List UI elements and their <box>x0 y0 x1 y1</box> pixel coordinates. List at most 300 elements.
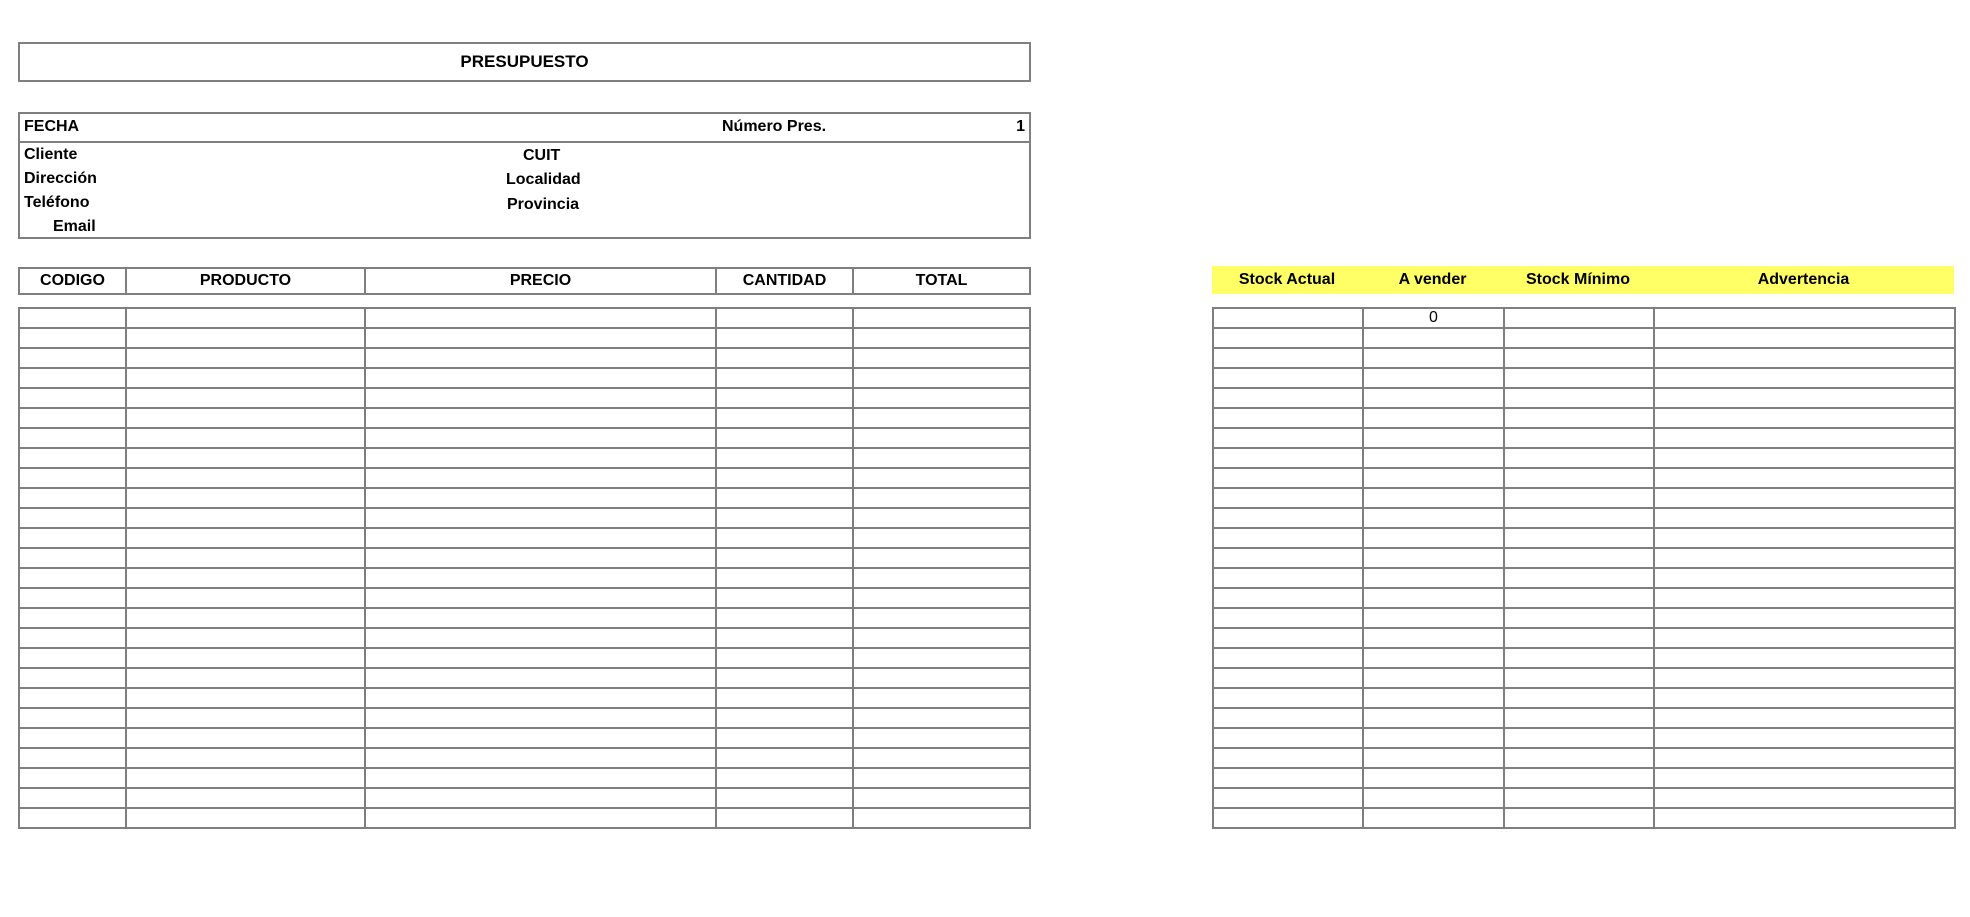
product-cell[interactable] <box>365 748 716 768</box>
product-cell[interactable] <box>19 508 126 528</box>
product-cell[interactable] <box>853 488 1030 508</box>
stock-cell[interactable] <box>1654 568 1955 588</box>
product-cell[interactable] <box>716 468 853 488</box>
product-cell[interactable] <box>365 768 716 788</box>
page-title: PRESUPUESTO <box>18 42 1031 82</box>
stock-cell[interactable] <box>1654 728 1955 748</box>
stock-cell[interactable] <box>1504 608 1654 628</box>
product-cell[interactable] <box>716 448 853 468</box>
stock-cell[interactable] <box>1504 408 1654 428</box>
product-cell[interactable] <box>365 648 716 668</box>
stock-cell[interactable] <box>1504 628 1654 648</box>
stock-cell[interactable] <box>1654 408 1955 428</box>
products-table <box>18 307 1031 829</box>
product-row <box>19 548 1030 568</box>
stock-cell[interactable] <box>1504 368 1654 388</box>
product-cell[interactable] <box>716 688 853 708</box>
stock-row <box>1213 588 1955 608</box>
product-cell[interactable] <box>716 368 853 388</box>
fecha-label: FECHA <box>24 118 80 135</box>
stock-header <box>1212 266 1954 294</box>
stock-cell[interactable] <box>1363 528 1504 548</box>
stock-row <box>1213 628 1955 648</box>
product-cell[interactable] <box>126 628 365 648</box>
product-cell[interactable] <box>716 588 853 608</box>
stock-cell[interactable] <box>1363 508 1504 528</box>
product-cell[interactable] <box>853 648 1030 668</box>
stock-cell[interactable] <box>1213 488 1363 508</box>
stock-cell[interactable] <box>1504 728 1654 748</box>
stock-cell[interactable] <box>1654 628 1955 648</box>
stock-cell[interactable] <box>1213 708 1363 728</box>
stock-cell[interactable] <box>1654 748 1955 768</box>
product-row <box>19 788 1030 808</box>
stock-cell[interactable] <box>1654 608 1955 628</box>
localidad-label: Localidad <box>506 171 581 188</box>
direccion-label: Dirección <box>24 170 97 187</box>
product-cell[interactable] <box>19 388 126 408</box>
stock-cell[interactable] <box>1363 728 1504 748</box>
product-cell[interactable] <box>716 708 853 728</box>
stock-cell[interactable] <box>1213 508 1363 528</box>
cliente-label: Cliente <box>24 146 78 163</box>
product-row <box>19 728 1030 748</box>
stock-cell[interactable] <box>1213 768 1363 788</box>
product-cell[interactable] <box>853 448 1030 468</box>
product-cell[interactable] <box>19 768 126 788</box>
product-cell[interactable] <box>716 348 853 368</box>
product-cell[interactable] <box>853 308 1030 328</box>
numero-pres-label: Número Pres. <box>722 118 827 135</box>
stock-cell[interactable] <box>1363 568 1504 588</box>
product-cell[interactable] <box>853 768 1030 788</box>
product-cell[interactable] <box>126 528 365 548</box>
product-cell[interactable] <box>19 708 126 728</box>
col-producto: PRODUCTO <box>126 268 365 294</box>
product-cell[interactable] <box>19 568 126 588</box>
product-cell[interactable] <box>126 728 365 748</box>
product-row <box>19 528 1030 548</box>
col-cantidad: CANTIDAD <box>716 268 853 294</box>
product-cell[interactable] <box>716 548 853 568</box>
product-cell[interactable] <box>19 628 126 648</box>
stock-cell[interactable] <box>1363 688 1504 708</box>
product-cell[interactable] <box>716 528 853 548</box>
product-cell[interactable] <box>126 808 365 828</box>
product-cell[interactable] <box>365 608 716 628</box>
stock-row <box>1213 348 1955 368</box>
product-cell[interactable] <box>716 428 853 448</box>
stock-cell[interactable] <box>1654 668 1955 688</box>
product-cell[interactable] <box>716 628 853 648</box>
product-row <box>19 608 1030 628</box>
product-cell[interactable] <box>126 568 365 588</box>
product-cell[interactable] <box>853 428 1030 448</box>
stock-cell[interactable] <box>1213 368 1363 388</box>
stock-cell[interactable] <box>1504 568 1654 588</box>
product-row <box>19 688 1030 708</box>
stock-cell[interactable] <box>1213 628 1363 648</box>
stock-row <box>1213 528 1955 548</box>
stock-cell[interactable] <box>1504 808 1654 828</box>
stock-cell[interactable] <box>1504 688 1654 708</box>
product-cell[interactable] <box>716 668 853 688</box>
stock-cell[interactable] <box>1654 348 1955 368</box>
stock-cell[interactable] <box>1654 308 1955 328</box>
stock-cell[interactable] <box>1654 688 1955 708</box>
header-divider <box>20 141 1029 143</box>
stock-cell[interactable] <box>1363 748 1504 768</box>
stock-cell[interactable] <box>1213 468 1363 488</box>
stock-cell[interactable] <box>1213 608 1363 628</box>
stock-cell[interactable] <box>1654 528 1955 548</box>
product-cell[interactable] <box>853 728 1030 748</box>
stock-cell[interactable] <box>1504 788 1654 808</box>
stock-cell[interactable] <box>1363 368 1504 388</box>
products-header <box>18 267 1031 295</box>
product-cell[interactable] <box>126 768 365 788</box>
product-cell[interactable] <box>716 728 853 748</box>
product-cell[interactable] <box>19 748 126 768</box>
product-cell[interactable] <box>19 668 126 688</box>
product-cell[interactable] <box>19 448 126 468</box>
stock-cell[interactable] <box>1654 648 1955 668</box>
product-row <box>19 508 1030 528</box>
product-cell[interactable] <box>126 708 365 728</box>
stock-cell[interactable] <box>1654 768 1955 788</box>
stock-cell[interactable] <box>1654 428 1955 448</box>
product-cell[interactable] <box>365 788 716 808</box>
product-cell[interactable] <box>365 428 716 448</box>
stock-cell[interactable] <box>1363 408 1504 428</box>
stock-cell[interactable] <box>1363 708 1504 728</box>
stock-cell[interactable] <box>1504 468 1654 488</box>
product-cell[interactable] <box>716 308 853 328</box>
product-cell[interactable] <box>716 808 853 828</box>
stock-cell[interactable] <box>1504 768 1654 788</box>
product-cell[interactable] <box>853 588 1030 608</box>
product-cell[interactable] <box>365 308 716 328</box>
product-cell[interactable] <box>853 608 1030 628</box>
product-cell[interactable] <box>716 328 853 348</box>
stock-cell[interactable] <box>1654 388 1955 408</box>
stock-cell[interactable] <box>1504 508 1654 528</box>
product-cell[interactable] <box>365 408 716 428</box>
stock-cell[interactable] <box>1213 568 1363 588</box>
stock-cell[interactable] <box>1504 388 1654 408</box>
product-cell[interactable] <box>365 588 716 608</box>
stock-row <box>1213 408 1955 428</box>
stock-cell[interactable] <box>1504 448 1654 468</box>
product-row <box>19 768 1030 788</box>
product-cell[interactable] <box>716 748 853 768</box>
product-row <box>19 628 1030 648</box>
stock-row <box>1213 508 1955 528</box>
stock-cell[interactable] <box>1363 428 1504 448</box>
stock-table <box>1212 307 1956 829</box>
stock-cell[interactable] <box>1213 528 1363 548</box>
product-cell[interactable] <box>126 388 365 408</box>
stock-cell[interactable] <box>1213 668 1363 688</box>
product-cell[interactable] <box>19 408 126 428</box>
product-row <box>19 588 1030 608</box>
stock-cell[interactable] <box>1213 688 1363 708</box>
stock-cell[interactable] <box>1213 548 1363 568</box>
product-cell[interactable] <box>19 308 126 328</box>
product-cell[interactable] <box>19 588 126 608</box>
product-cell[interactable] <box>19 648 126 668</box>
stock-row <box>1213 808 1955 828</box>
stock-cell[interactable] <box>1363 788 1504 808</box>
product-row <box>19 648 1030 668</box>
stock-cell[interactable] <box>1363 648 1504 668</box>
product-cell[interactable] <box>19 548 126 568</box>
product-cell[interactable] <box>19 488 126 508</box>
product-cell[interactable] <box>716 408 853 428</box>
stock-cell[interactable] <box>1363 588 1504 608</box>
stock-cell[interactable] <box>1213 728 1363 748</box>
product-cell[interactable] <box>126 688 365 708</box>
stock-cell[interactable] <box>1363 548 1504 568</box>
stock-cell[interactable] <box>1654 368 1955 388</box>
product-cell[interactable] <box>365 448 716 468</box>
product-cell[interactable] <box>853 468 1030 488</box>
product-cell[interactable] <box>716 508 853 528</box>
stock-cell[interactable] <box>1213 588 1363 608</box>
product-cell[interactable] <box>365 568 716 588</box>
product-cell[interactable] <box>126 748 365 768</box>
stock-cell[interactable] <box>1504 708 1654 728</box>
stock-cell[interactable] <box>1363 628 1504 648</box>
stock-cell[interactable] <box>1363 488 1504 508</box>
product-cell[interactable] <box>126 508 365 528</box>
stock-cell[interactable] <box>1654 508 1955 528</box>
provincia-label: Provincia <box>507 196 580 213</box>
product-cell[interactable] <box>853 408 1030 428</box>
product-cell[interactable] <box>126 788 365 808</box>
stock-cell[interactable] <box>1363 448 1504 468</box>
product-cell[interactable] <box>365 328 716 348</box>
product-cell[interactable] <box>19 728 126 748</box>
cuit-label: CUIT <box>523 147 561 164</box>
product-cell[interactable] <box>126 608 365 628</box>
stock-cell[interactable] <box>1654 448 1955 468</box>
product-cell[interactable] <box>716 568 853 588</box>
product-cell[interactable] <box>126 648 365 668</box>
stock-cell[interactable] <box>1213 348 1363 368</box>
product-cell[interactable] <box>365 368 716 388</box>
product-cell[interactable] <box>716 768 853 788</box>
product-cell[interactable] <box>126 368 365 388</box>
product-cell[interactable] <box>853 568 1030 588</box>
product-cell[interactable] <box>365 808 716 828</box>
stock-cell[interactable] <box>1654 588 1955 608</box>
product-cell[interactable] <box>126 588 365 608</box>
product-cell[interactable] <box>365 348 716 368</box>
stock-cell[interactable] <box>1363 668 1504 688</box>
stock-cell[interactable] <box>1363 348 1504 368</box>
stock-cell[interactable] <box>1654 788 1955 808</box>
stock-cell[interactable] <box>1213 428 1363 448</box>
stock-cell[interactable] <box>1213 448 1363 468</box>
numero-pres-value[interactable]: 1 <box>1016 118 1025 135</box>
product-cell[interactable] <box>853 388 1030 408</box>
stock-cell[interactable] <box>1654 708 1955 728</box>
stock-row <box>1213 428 1955 448</box>
product-cell[interactable] <box>716 608 853 628</box>
product-cell[interactable] <box>716 488 853 508</box>
product-cell[interactable] <box>19 808 126 828</box>
stock-cell[interactable] <box>1504 548 1654 568</box>
stock-row <box>1213 748 1955 768</box>
stock-row <box>1213 708 1955 728</box>
product-row <box>19 368 1030 388</box>
product-cell[interactable] <box>716 788 853 808</box>
product-row <box>19 308 1030 328</box>
product-cell[interactable] <box>853 748 1030 768</box>
product-cell[interactable] <box>19 528 126 548</box>
product-cell[interactable] <box>19 468 126 488</box>
product-cell[interactable] <box>853 368 1030 388</box>
stock-cell[interactable] <box>1504 308 1654 328</box>
product-cell[interactable] <box>126 328 365 348</box>
product-cell[interactable] <box>126 548 365 568</box>
product-row <box>19 468 1030 488</box>
product-cell[interactable] <box>853 788 1030 808</box>
product-cell[interactable] <box>365 508 716 528</box>
product-cell[interactable] <box>853 548 1030 568</box>
product-row <box>19 328 1030 348</box>
telefono-label: Teléfono <box>24 194 90 211</box>
stock-cell[interactable] <box>1213 308 1363 328</box>
stock-cell[interactable] <box>1654 468 1955 488</box>
stock-cell[interactable] <box>1213 328 1363 348</box>
stock-cell[interactable] <box>1213 648 1363 668</box>
stock-cell[interactable] <box>1363 328 1504 348</box>
stock-cell[interactable] <box>1363 808 1504 828</box>
stock-cell[interactable] <box>1363 388 1504 408</box>
stock-cell[interactable] <box>1213 388 1363 408</box>
product-cell[interactable] <box>365 668 716 688</box>
col-codigo: CODIGO <box>19 268 126 294</box>
product-cell[interactable] <box>853 628 1030 648</box>
stock-row <box>1213 688 1955 708</box>
product-cell[interactable] <box>126 488 365 508</box>
product-cell[interactable] <box>365 688 716 708</box>
col-advertencia: Advertencia <box>1757 271 1850 288</box>
product-row <box>19 748 1030 768</box>
stock-cell[interactable] <box>1504 488 1654 508</box>
product-row <box>19 668 1030 688</box>
stock-cell[interactable] <box>1504 748 1654 768</box>
product-cell[interactable] <box>19 328 126 348</box>
product-cell[interactable] <box>365 548 716 568</box>
product-cell[interactable] <box>853 348 1030 368</box>
stock-row <box>1213 768 1955 788</box>
product-cell[interactable] <box>365 708 716 728</box>
stock-cell[interactable] <box>1363 468 1504 488</box>
stock-cell[interactable] <box>1504 528 1654 548</box>
stock-cell[interactable] <box>1213 808 1363 828</box>
product-cell[interactable] <box>365 468 716 488</box>
product-row <box>19 568 1030 588</box>
product-cell[interactable] <box>365 388 716 408</box>
product-cell[interactable] <box>853 528 1030 548</box>
stock-cell[interactable] <box>1213 748 1363 768</box>
stock-cell[interactable] <box>1504 328 1654 348</box>
product-cell[interactable] <box>126 668 365 688</box>
a-vender-value[interactable]: 0 <box>1363 308 1504 328</box>
product-cell[interactable] <box>716 648 853 668</box>
product-cell[interactable] <box>365 488 716 508</box>
stock-row <box>1213 468 1955 488</box>
product-cell[interactable] <box>126 448 365 468</box>
stock-cell[interactable] <box>1504 348 1654 368</box>
stock-row <box>1213 448 1955 468</box>
product-cell[interactable] <box>365 628 716 648</box>
stock-row <box>1213 368 1955 388</box>
email-label: Email <box>53 218 96 235</box>
stock-cell[interactable] <box>1213 408 1363 428</box>
header-section <box>18 112 1031 239</box>
stock-cell[interactable] <box>1504 668 1654 688</box>
stock-cell[interactable] <box>1363 608 1504 628</box>
product-cell[interactable] <box>716 388 853 408</box>
product-row <box>19 428 1030 448</box>
stock-cell[interactable] <box>1213 788 1363 808</box>
product-cell[interactable] <box>19 428 126 448</box>
product-cell[interactable] <box>126 408 365 428</box>
product-cell[interactable] <box>126 428 365 448</box>
product-row <box>19 708 1030 728</box>
stock-cell[interactable] <box>1654 548 1955 568</box>
stock-row <box>1213 608 1955 628</box>
product-cell[interactable] <box>126 308 365 328</box>
product-row <box>19 388 1030 408</box>
col-a-vender: A vender <box>1398 271 1467 288</box>
product-cell[interactable] <box>19 608 126 628</box>
stock-row <box>1213 308 1955 328</box>
product-cell[interactable] <box>853 688 1030 708</box>
stock-row <box>1213 548 1955 568</box>
product-cell[interactable] <box>19 788 126 808</box>
product-cell[interactable] <box>853 328 1030 348</box>
stock-cell[interactable] <box>1504 588 1654 608</box>
stock-cell[interactable] <box>1654 808 1955 828</box>
product-cell[interactable] <box>853 808 1030 828</box>
product-row <box>19 488 1030 508</box>
stock-cell[interactable] <box>1504 648 1654 668</box>
product-cell[interactable] <box>853 668 1030 688</box>
stock-cell[interactable] <box>1504 428 1654 448</box>
product-cell[interactable] <box>853 508 1030 528</box>
product-cell[interactable] <box>19 368 126 388</box>
stock-cell[interactable] <box>1654 488 1955 508</box>
product-cell[interactable] <box>126 468 365 488</box>
product-cell[interactable] <box>126 348 365 368</box>
stock-cell[interactable] <box>1363 768 1504 788</box>
stock-row <box>1213 728 1955 748</box>
product-cell[interactable] <box>365 528 716 548</box>
product-row <box>19 408 1030 428</box>
product-cell[interactable] <box>19 348 126 368</box>
stock-cell[interactable] <box>1654 328 1955 348</box>
product-cell[interactable] <box>853 708 1030 728</box>
col-precio: PRECIO <box>365 268 716 294</box>
product-cell[interactable] <box>365 728 716 748</box>
product-cell[interactable] <box>19 688 126 708</box>
stock-row <box>1213 668 1955 688</box>
